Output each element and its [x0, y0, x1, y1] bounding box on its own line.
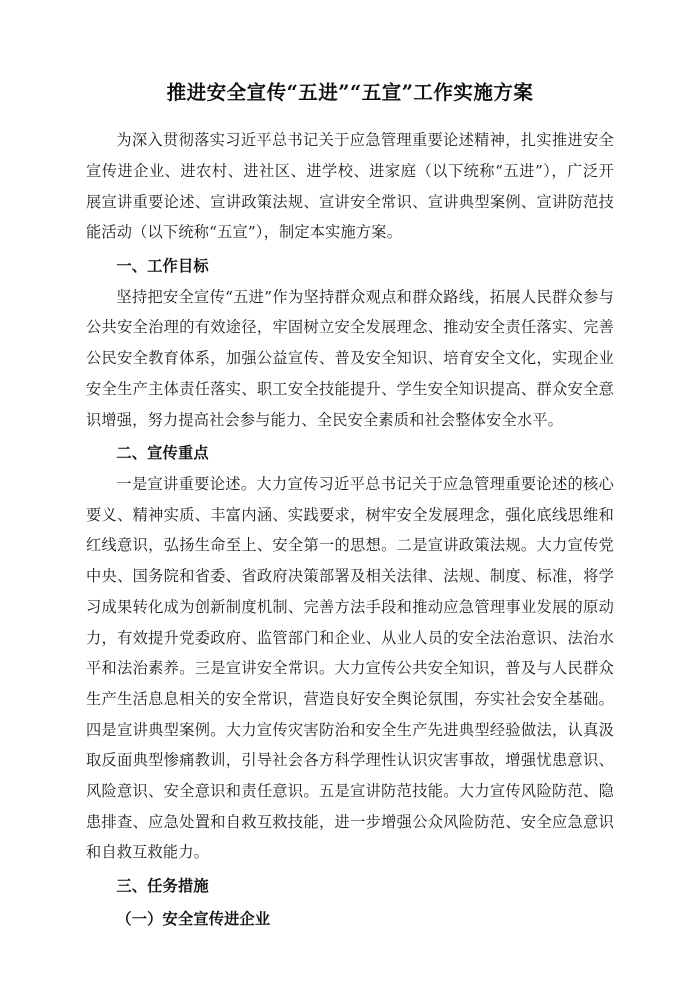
section-heading-task-measures: 三、任务措施 — [116, 877, 209, 896]
section-body-work-goals: 坚持把安全宣传“五进”作为坚持群众观点和群众路线，拓展人民群众参与公共安全治理的有效途径，牢固树立安全发展理念、推动安全责任落实、完善公民安全教育体系，加强公益宣传、普及安全知识、培育安全文化，实现企业安全生产主体责任落实、职工安全技能提升、学生安全知识提高、群众安全意识增强，努力提高社会参与能力、全民安全素质和社会整体安全水平。 — [86, 287, 614, 429]
intro-paragraph: 为深入贯彻落实习近平总书记关于应急管理重要论述精神，扎实推进安全宣传进企业、进农村、进社区、进学校、进家庭（以下统称“五进”），广泛开展宣讲重要论述、宣讲政策法规、宣讲安全常识、宣讲典型案例、宣讲防范技能活动（以下统称“五宣”），制定本实施方案。 — [86, 131, 614, 242]
subsection-heading-enterprise: （一）安全宣传进企业 — [116, 909, 271, 928]
section-heading-publicity-focus: 二、宣传重点 — [116, 444, 209, 463]
section-heading-work-goals: 一、工作目标 — [116, 257, 209, 276]
section-body-publicity-focus: 一是宣讲重要论述。大力宣传习近平总书记关于应急管理重要论述的核心要义、精神实质、丰富内涵、实践要求，树牢安全发展理念，强化底线思维和红线意识，弘扬生命至上、安全第一的思想。二是宣讲政策法规。大力宣传党中央、国务院和省委、省政府决策部署及相关法律、法规、制度、标准，将学习成果转化成为创新制度机制、完善方法手段和推动应急管理事业发展的原动力，有效提升党委政府、监管部门和企业、从业人员的安全法治意识、法治水平和法治素养。三是宣讲安全常识。大力宣传公共安全知识，普及与人民群众生产生活息息相关的安全常识，营造良好安全舆论氛围，夯实社会安全基础。四是宣讲典型案例。大力宣传灾害防治和安全生产先进典型经验做法，认真汲取反面典型惨痛教训，引导社会各方科学理性认识灾害事故，增强忧患意识、风险意识、安全意识和责任意识。五是宣讲防范技能。大力宣传风险防范、隐患排查、应急处置和自救互救技能，进一步增强公众风险防范、安全应急意识和自救互救能力。 — [86, 474, 614, 862]
page-title: 推进安全宣传“五进”“五宣”工作实施方案 — [166, 81, 534, 104]
